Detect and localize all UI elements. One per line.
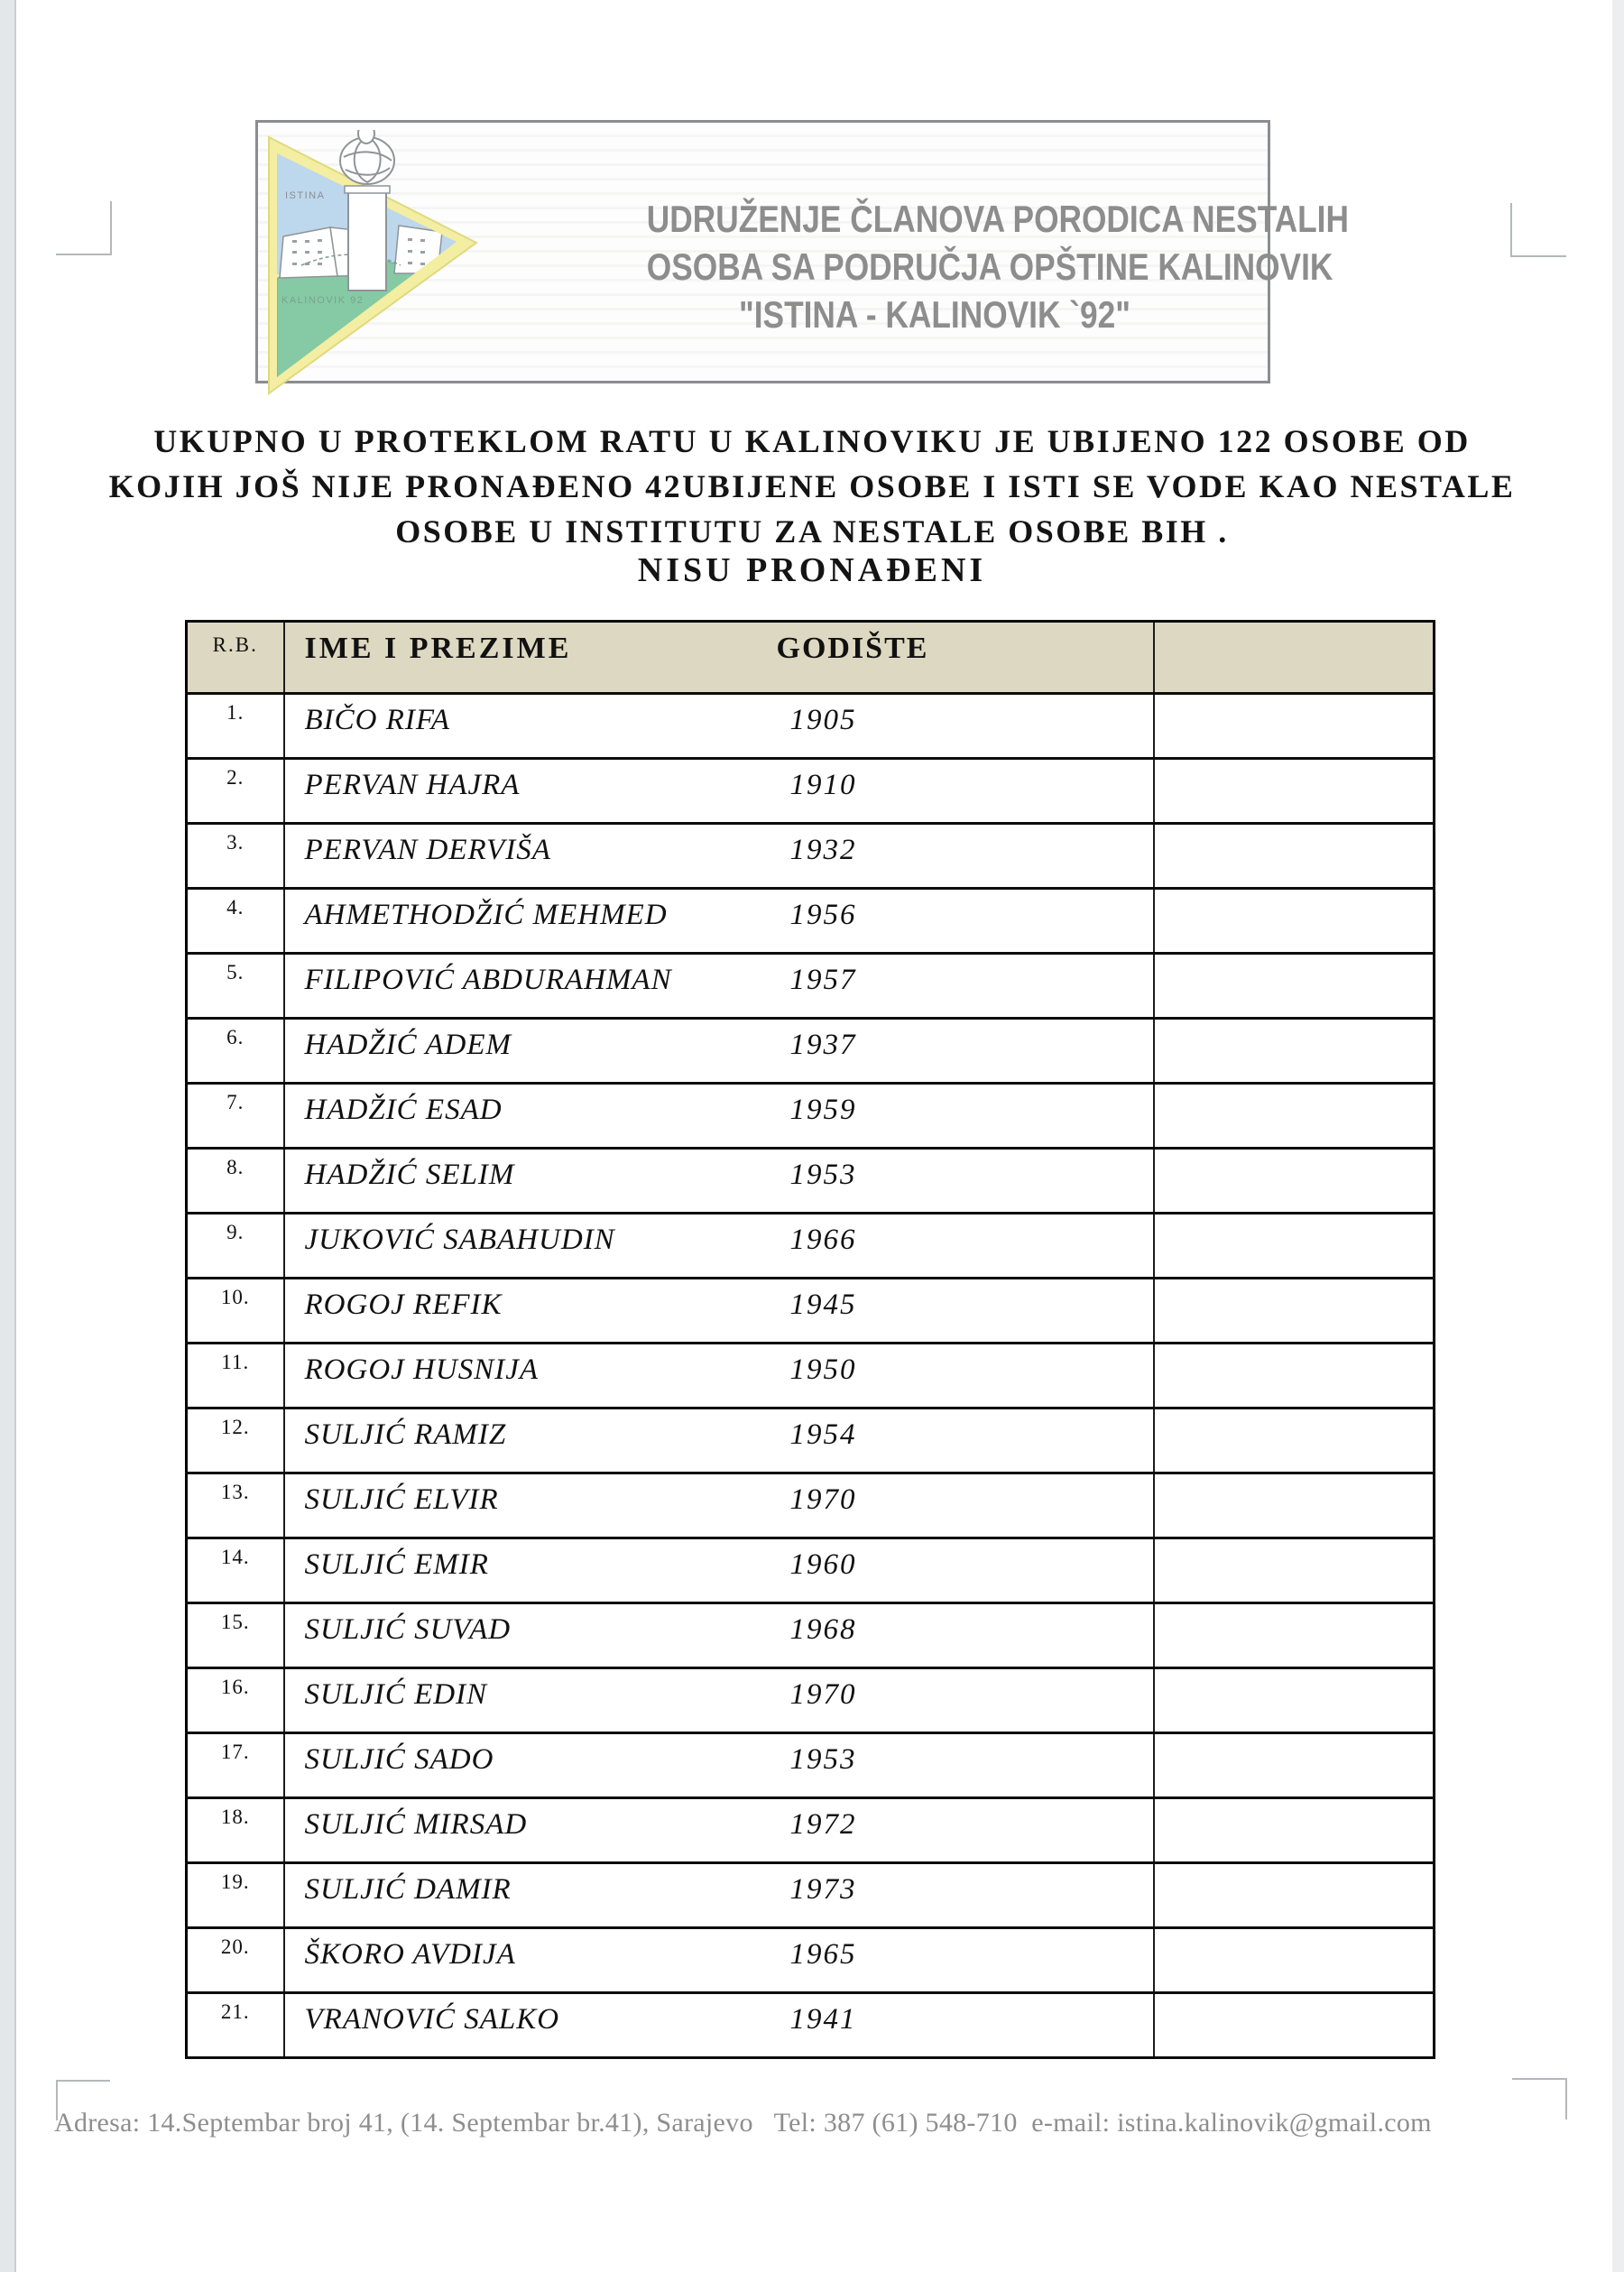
person-cell xyxy=(284,694,1154,759)
person-name: PERVAN HAJRA xyxy=(304,769,521,801)
row-number: 21. xyxy=(187,1993,284,2058)
birth-year: 1953 xyxy=(789,1743,857,1776)
birth-year: 1959 xyxy=(789,1094,857,1126)
table-row xyxy=(187,1149,1435,1214)
table-row xyxy=(187,694,1435,759)
empty-cell xyxy=(1154,1344,1435,1408)
table-row xyxy=(187,1538,1435,1603)
empty-cell xyxy=(1154,1993,1435,2058)
birth-year: 1957 xyxy=(789,964,857,996)
table-row xyxy=(187,1668,1435,1733)
birth-year: 1956 xyxy=(789,899,857,931)
person-name: SULJIĆ ELVIR xyxy=(304,1483,499,1516)
column-header-empty xyxy=(1154,622,1435,694)
crop-mark-top-right xyxy=(1510,203,1566,257)
person-name: SULJIĆ SADO xyxy=(304,1743,494,1776)
row-number: 9. xyxy=(187,1214,284,1279)
birth-year: 1970 xyxy=(789,1483,857,1516)
person-name: ROGOJ REFIK xyxy=(304,1288,503,1321)
table-header-row xyxy=(187,622,1435,694)
person-name: JUKOVIĆ SABAHUDIN xyxy=(304,1224,615,1256)
person-name: HADŽIĆ ESAD xyxy=(304,1094,503,1126)
table-body xyxy=(187,694,1435,2058)
empty-cell xyxy=(1154,1928,1435,1993)
person-cell xyxy=(284,1019,1154,1084)
intro-paragraph xyxy=(63,419,1561,554)
person-name: SULJIĆ DAMIR xyxy=(304,1873,512,1906)
person-cell xyxy=(284,1344,1154,1408)
person-name: SULJIĆ EDIN xyxy=(304,1678,488,1711)
person-cell xyxy=(284,759,1154,824)
birth-year: 1950 xyxy=(789,1353,857,1386)
intro-line1: UKUPNO U PROTEKLOM RATU U KALINOVIKU JE UBIJENO 122 OSOBE OD xyxy=(153,423,1471,459)
intro-line2: KOJIH JOŠ NIJE PRONAĐENO 42UBIJENE OSOBE I ISTI SE VODE KAO NESTALE xyxy=(108,468,1516,504)
person-cell xyxy=(284,1863,1154,1928)
table-row xyxy=(187,889,1435,954)
row-number: 14. xyxy=(187,1538,284,1603)
row-number: 3. xyxy=(187,824,284,889)
empty-cell xyxy=(1154,1733,1435,1798)
column-header-rb: R.B. xyxy=(187,622,284,694)
person-name: HADŽIĆ ADEM xyxy=(304,1029,512,1061)
empty-cell xyxy=(1154,1863,1435,1928)
row-number: 7. xyxy=(187,1084,284,1149)
birth-year: 1905 xyxy=(789,704,857,736)
person-name: PERVAN DERVIŠA xyxy=(304,834,551,866)
footer-contact-line: Adresa: 14.Septembar broj 41, (14. Septembar br.41), Sarajevo Tel: 387 (61) 548-710 e-mail: istina.kalinovik@gmail.com xyxy=(54,2108,1432,2138)
row-number: 19. xyxy=(187,1863,284,1928)
row-number: 15. xyxy=(187,1603,284,1668)
table-row xyxy=(187,1408,1435,1473)
empty-cell xyxy=(1154,824,1435,889)
person-cell xyxy=(284,954,1154,1019)
row-number: 18. xyxy=(187,1798,284,1863)
empty-cell xyxy=(1154,889,1435,954)
person-cell xyxy=(284,1214,1154,1279)
person-cell xyxy=(284,1538,1154,1603)
page-scan-edge-left xyxy=(0,0,16,2272)
person-name: BIČO RIFA xyxy=(304,704,450,736)
birth-year: 1932 xyxy=(789,834,857,866)
empty-cell xyxy=(1154,1214,1435,1279)
birth-year: 1954 xyxy=(789,1418,857,1451)
table-row xyxy=(187,1798,1435,1863)
empty-cell xyxy=(1154,1798,1435,1863)
table-row xyxy=(187,1279,1435,1344)
birth-year: 1966 xyxy=(789,1224,857,1256)
organization-name-line1: UDRUŽENJE ČLANOVA PORODICA NESTALIH xyxy=(646,198,1349,240)
table-row xyxy=(187,1214,1435,1279)
person-name: VRANOVIĆ SALKO xyxy=(304,2003,560,2036)
row-number: 2. xyxy=(187,759,284,824)
birth-year: 1973 xyxy=(789,1873,857,1906)
empty-cell xyxy=(1154,1473,1435,1538)
empty-cell xyxy=(1154,1084,1435,1149)
person-cell xyxy=(284,1668,1154,1733)
row-number: 13. xyxy=(187,1473,284,1538)
row-number: 16. xyxy=(187,1668,284,1733)
row-number: 10. xyxy=(187,1279,284,1344)
column-header-name-label: IME I PREZIME xyxy=(304,632,572,665)
logo-knot-sculpture xyxy=(340,130,394,184)
person-cell xyxy=(284,1408,1154,1473)
row-number: 1. xyxy=(187,694,284,759)
empty-cell xyxy=(1154,1668,1435,1733)
empty-cell xyxy=(1154,1603,1435,1668)
person-cell xyxy=(284,1798,1154,1863)
organization-name xyxy=(646,195,1349,338)
person-name: SULJIĆ MIRSAD xyxy=(304,1808,528,1841)
table-row xyxy=(187,1863,1435,1928)
missing-persons-table xyxy=(185,620,1435,2059)
logo-monument-column xyxy=(348,189,386,291)
birth-year: 1968 xyxy=(789,1613,857,1646)
table-row xyxy=(187,1344,1435,1408)
birth-year: 1965 xyxy=(789,1938,857,1971)
row-number: 4. xyxy=(187,889,284,954)
column-header-name xyxy=(284,622,1154,694)
person-cell xyxy=(284,1733,1154,1798)
association-logo xyxy=(265,130,491,401)
row-number: 20. xyxy=(187,1928,284,1993)
person-name: ROGOJ HUSNIJA xyxy=(304,1353,540,1386)
organization-name-line3: "ISTINA - KALINOVIK `92" xyxy=(739,293,1130,336)
person-cell xyxy=(284,1993,1154,2058)
birth-year: 1941 xyxy=(789,2003,857,2036)
logo-istina-label: ISTINA xyxy=(285,190,326,201)
row-number: 11. xyxy=(187,1344,284,1408)
person-cell xyxy=(284,1149,1154,1214)
person-cell xyxy=(284,1603,1154,1668)
organization-name-line2: OSOBA SA PODRUČJA OPŠTINE KALINOVIK xyxy=(646,245,1333,288)
row-number: 6. xyxy=(187,1019,284,1084)
row-number: 17. xyxy=(187,1733,284,1798)
empty-cell xyxy=(1154,1538,1435,1603)
row-number: 5. xyxy=(187,954,284,1019)
letterhead-box xyxy=(255,120,1349,383)
table-row xyxy=(187,1019,1435,1084)
empty-cell xyxy=(1154,759,1435,824)
logo-monument-cap xyxy=(345,186,390,193)
birth-year: 1960 xyxy=(789,1548,857,1581)
table-row xyxy=(187,1084,1435,1149)
person-cell xyxy=(284,889,1154,954)
page-scan-edge-right xyxy=(1612,0,1624,2272)
row-number: 12. xyxy=(187,1408,284,1473)
table-row xyxy=(187,1603,1435,1668)
table-row xyxy=(187,1928,1435,1993)
birth-year: 1972 xyxy=(789,1808,857,1841)
table-row xyxy=(187,1733,1435,1798)
person-name: SULJIĆ SUVAD xyxy=(304,1613,512,1646)
intro-line3: OSOBE U INSTITUTU ZA NESTALE OSOBE BIH . xyxy=(395,513,1229,550)
table-row xyxy=(187,824,1435,889)
table-row xyxy=(187,954,1435,1019)
table-row xyxy=(187,759,1435,824)
empty-cell xyxy=(1154,1279,1435,1344)
person-name: HADŽIĆ SELIM xyxy=(304,1159,515,1191)
birth-year: 1945 xyxy=(789,1288,857,1321)
birth-year: 1937 xyxy=(789,1029,857,1061)
person-name: SULJIĆ RAMIZ xyxy=(304,1418,507,1451)
person-cell xyxy=(284,1084,1154,1149)
person-cell xyxy=(284,1473,1154,1538)
table-row xyxy=(187,1993,1435,2058)
logo-kalinovik-label: KALINOVIK 92 xyxy=(281,295,364,306)
person-cell xyxy=(284,1928,1154,1993)
birth-year: 1910 xyxy=(789,769,857,801)
empty-cell xyxy=(1154,1019,1435,1084)
birth-year: 1970 xyxy=(789,1678,857,1711)
column-header-year-label: GODIŠTE xyxy=(776,632,929,665)
crop-mark-top-left xyxy=(56,201,112,255)
empty-cell xyxy=(1154,1149,1435,1214)
person-name: FILIPOVIĆ ABDURAHMAN xyxy=(304,964,672,996)
birth-year: 1953 xyxy=(789,1159,857,1191)
person-name: AHMETHODŽIĆ MEHMED xyxy=(304,899,668,931)
row-number: 8. xyxy=(187,1149,284,1214)
empty-cell xyxy=(1154,954,1435,1019)
section-title: NISU PRONAĐENI xyxy=(637,551,987,589)
person-name: SULJIĆ EMIR xyxy=(304,1548,489,1581)
person-cell xyxy=(284,1279,1154,1344)
empty-cell xyxy=(1154,1408,1435,1473)
person-cell xyxy=(284,824,1154,889)
logo-graphic xyxy=(265,130,491,401)
empty-cell xyxy=(1154,694,1435,759)
table-row xyxy=(187,1473,1435,1538)
person-name: ŠKORO AVDIJA xyxy=(304,1938,516,1971)
